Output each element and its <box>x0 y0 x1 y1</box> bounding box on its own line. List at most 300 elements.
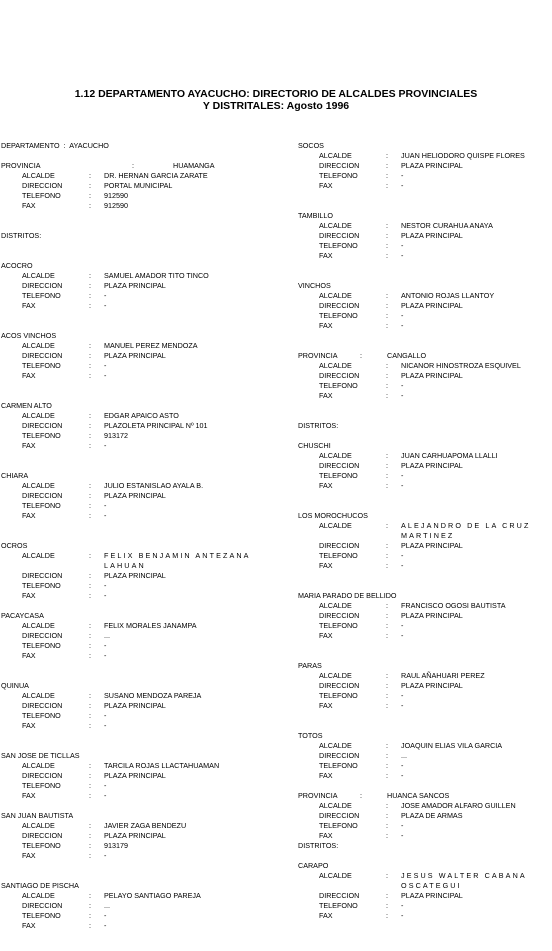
field-label: FAX <box>319 701 333 710</box>
field-row <box>1 551 271 571</box>
field-label: FAX <box>319 481 333 490</box>
field-row <box>298 751 548 761</box>
provincia-value: HUAMANGA <box>173 161 215 170</box>
colon: : <box>89 421 91 430</box>
colon: : <box>89 621 91 630</box>
field-row <box>1 341 271 351</box>
district-name: MARIA PARADO DE BELLIDO <box>298 591 397 600</box>
field-label: DIRECCION <box>22 571 63 580</box>
colon: : <box>89 191 91 200</box>
field-label: DIRECCION <box>22 281 63 290</box>
field-value: - <box>104 641 107 650</box>
field-label: DIRECCION <box>319 891 360 900</box>
field-label: FAX <box>22 591 36 600</box>
colon: : <box>63 141 66 150</box>
field-label: TELEFONO <box>22 841 61 850</box>
field-label: DIRECCION <box>319 161 360 170</box>
field-row <box>1 171 271 181</box>
field-label: ALCALDE <box>319 221 352 230</box>
field-value: PLAZA PRINCIPAL <box>401 611 463 620</box>
provincia-value: HUANCA SANCOS <box>387 791 450 800</box>
field-row <box>298 601 548 611</box>
colon: : <box>386 671 388 680</box>
field-label: TELEFONO <box>22 501 61 510</box>
field-row <box>1 181 271 191</box>
field-row <box>298 181 548 191</box>
field-label: DIRECCION <box>319 751 360 760</box>
field-label: TELEFONO <box>319 621 358 630</box>
district-name: OCROS <box>1 541 28 550</box>
field-label: ALCALDE <box>22 761 55 770</box>
colon: : <box>89 411 91 420</box>
colon: : <box>89 911 91 920</box>
colon: : <box>386 231 388 240</box>
colon: : <box>386 611 388 620</box>
field-label: ALCALDE <box>319 291 352 300</box>
field-row <box>298 701 548 711</box>
field-value: 912590 <box>104 191 128 200</box>
field-label: ALCALDE <box>319 601 352 610</box>
district-name: ACOCRO <box>1 261 33 270</box>
colon: : <box>386 901 388 910</box>
field-value: ... <box>104 901 110 910</box>
provincia-header <box>298 351 548 361</box>
field-value: TARCILA ROJAS LLACTAHUAMAN <box>104 761 220 770</box>
colon: : <box>386 551 388 560</box>
field-value: - <box>401 911 404 920</box>
field-value: JULIO ESTANISLAO AYALA B. <box>104 481 204 490</box>
title-line-2: Y DISTRITALES: Agosto 1996 <box>202 100 350 112</box>
field-label: ALCALDE <box>22 691 55 700</box>
field-value: - <box>401 621 404 630</box>
field-value: EDGAR APAICO ASTO <box>104 411 179 420</box>
district-block <box>298 731 548 781</box>
field-row <box>1 711 271 721</box>
field-row <box>1 701 271 711</box>
field-row <box>1 911 271 921</box>
colon: : <box>386 291 388 300</box>
field-label: ALCALDE <box>319 451 352 460</box>
colon: : <box>386 251 388 260</box>
field-row <box>1 841 271 851</box>
district-block <box>1 541 271 601</box>
colon: : <box>386 821 388 830</box>
field-value: PLAZA PRINCIPAL <box>104 831 166 840</box>
field-row <box>1 431 271 441</box>
field-value: JAVIER ZAGA BENDEZU <box>104 821 187 830</box>
field-value: - <box>104 851 107 860</box>
field-label: FAX <box>319 831 333 840</box>
field-value: - <box>104 291 107 300</box>
provincia-header <box>298 791 548 801</box>
colon: : <box>386 751 388 760</box>
colon: : <box>386 171 388 180</box>
field-value: - <box>104 301 107 310</box>
field-label: TELEFONO <box>22 711 61 720</box>
field-value: - <box>401 561 404 570</box>
field-value: PLAZA PRINCIPAL <box>104 351 166 360</box>
district-block <box>298 211 548 261</box>
field-value: JOSE AMADOR ALFARO GUILLEN <box>401 801 516 810</box>
field-value: - <box>104 441 107 450</box>
field-row <box>298 381 548 391</box>
distritos-label: DISTRITOS: <box>298 841 339 850</box>
district-name: SANTIAGO DE PISCHA <box>1 881 79 890</box>
field-row <box>1 891 271 901</box>
provincia-block <box>298 351 548 401</box>
colon: : <box>89 651 91 660</box>
field-row <box>1 201 271 211</box>
colon: : <box>386 601 388 610</box>
colon: : <box>386 681 388 690</box>
field-row <box>1 651 271 661</box>
field-value: SUSANO MENDOZA PAREJA <box>104 691 202 700</box>
colon: : <box>386 371 388 380</box>
field-value: PLAZA PRINCIPAL <box>104 771 166 780</box>
field-value: PLAZA PRINCIPAL <box>104 571 166 580</box>
field-row <box>298 301 548 311</box>
field-value: PLAZA PRINCIPAL <box>401 371 463 380</box>
field-row <box>298 911 548 921</box>
district-block <box>1 811 271 861</box>
field-value: - <box>401 241 404 250</box>
field-value: - <box>401 901 404 910</box>
field-row <box>1 481 271 491</box>
field-value: FELIX BENJAMIN ANTEZANA LAHUAN <box>104 551 251 570</box>
colon: : <box>386 461 388 470</box>
field-row <box>298 231 548 241</box>
district-name: SAN JUAN BAUTISTA <box>1 811 74 820</box>
colon: : <box>89 691 91 700</box>
colon: : <box>89 371 91 380</box>
field-value: PLAZOLETA PRINCIPAL Nº 101 <box>104 421 208 430</box>
field-label: ALCALDE <box>22 271 55 280</box>
field-value: PLAZA PRINCIPAL <box>104 491 166 500</box>
field-label: DIRECCION <box>22 491 63 500</box>
field-value: - <box>104 721 107 730</box>
provincia-block <box>298 791 548 841</box>
field-row <box>1 441 271 451</box>
colon: : <box>386 801 388 810</box>
field-value: 912590 <box>104 201 128 210</box>
district-name: VINCHOS <box>298 281 331 290</box>
field-value: RAUL AÑAHUARI PEREZ <box>401 671 485 680</box>
field-label: DIRECCION <box>22 771 63 780</box>
colon: : <box>89 711 91 720</box>
departamento-header <box>1 141 271 151</box>
field-row <box>298 621 548 631</box>
field-label: TELEFONO <box>319 551 358 560</box>
colon: : <box>89 171 91 180</box>
field-row <box>1 791 271 801</box>
district-name: PARAS <box>298 661 322 670</box>
field-label: FAX <box>319 911 333 920</box>
field-label: DIRECCION <box>319 371 360 380</box>
district-block <box>1 401 271 451</box>
field-label: TELEFONO <box>319 241 358 250</box>
field-label: TELEFONO <box>22 641 61 650</box>
left-districts <box>1 261 271 931</box>
field-row <box>1 411 271 421</box>
field-value: - <box>104 921 107 930</box>
colon: : <box>89 901 91 910</box>
field-row <box>1 821 271 831</box>
field-row <box>298 801 548 811</box>
field-label: FAX <box>22 201 36 210</box>
provincia-header <box>1 161 271 171</box>
field-row <box>298 691 548 701</box>
field-value: - <box>401 391 404 400</box>
departamento-value: AYACUCHO <box>69 141 109 150</box>
provincia-label: PROVINCIA <box>298 791 338 800</box>
field-value: NICANOR HINOSTROZA ESQUIVEL <box>401 361 521 370</box>
provincia-label: PROVINCIA <box>1 161 41 170</box>
field-row <box>298 291 548 301</box>
field-value: - <box>401 321 404 330</box>
document-title <box>0 88 552 112</box>
field-value: - <box>401 691 404 700</box>
district-name: CHUSCHI <box>298 441 331 450</box>
field-row <box>298 671 548 681</box>
field-value: JUAN HELIODORO QUISPE FLORES <box>401 151 525 160</box>
field-row <box>298 311 548 321</box>
field-value: DR. HERNAN GARCIA ZARATE <box>104 171 208 180</box>
district-name: TOTOS <box>298 731 323 740</box>
field-value: - <box>104 511 107 520</box>
colon: : <box>386 181 388 190</box>
colon: : <box>89 831 91 840</box>
right-column <box>298 141 548 921</box>
field-row <box>298 481 548 491</box>
field-label: ALCALDE <box>22 171 55 180</box>
colon: : <box>89 641 91 650</box>
field-value: PLAZA PRINCIPAL <box>104 281 166 290</box>
district-block <box>1 331 271 381</box>
colon: : <box>386 701 388 710</box>
colon: : <box>386 621 388 630</box>
departamento-label: DEPARTAMENTO <box>1 141 60 150</box>
colon: : <box>89 361 91 370</box>
field-value: - <box>104 581 107 590</box>
district-block <box>1 881 271 931</box>
field-value: - <box>401 471 404 480</box>
colon: : <box>386 241 388 250</box>
district-name: CARAPO <box>298 861 329 870</box>
field-row <box>298 821 548 831</box>
field-value: NESTOR CURAHUA ANAYA <box>401 221 493 230</box>
field-row <box>298 371 548 381</box>
field-row <box>298 551 548 561</box>
district-name: TAMBILLO <box>298 211 334 220</box>
district-name: CHIARA <box>1 471 29 480</box>
field-value: - <box>401 481 404 490</box>
colon: : <box>89 921 91 930</box>
field-label: FAX <box>22 721 36 730</box>
field-label: FAX <box>319 561 333 570</box>
field-row <box>1 501 271 511</box>
district-name: CARMEN ALTO <box>1 401 52 410</box>
district-block <box>298 861 548 921</box>
field-label: ALCALDE <box>319 151 352 160</box>
field-label: FAX <box>22 921 36 930</box>
district-name: QUINUA <box>1 681 29 690</box>
field-label: ALCALDE <box>22 891 55 900</box>
field-label: FAX <box>319 251 333 260</box>
field-row <box>1 351 271 361</box>
field-row <box>298 761 548 771</box>
field-row <box>298 461 548 471</box>
colon: : <box>89 571 91 580</box>
field-row <box>1 271 271 281</box>
field-row <box>298 521 548 541</box>
field-row <box>1 571 271 581</box>
field-row <box>1 901 271 911</box>
colon: : <box>89 281 91 290</box>
field-value: - <box>104 591 107 600</box>
colon: : <box>386 541 388 550</box>
field-label: FAX <box>22 791 36 800</box>
field-value: - <box>401 551 404 560</box>
field-value: JOAQUIN ELIAS VILA GARCIA <box>401 741 503 750</box>
field-value: - <box>104 651 107 660</box>
district-block <box>1 611 271 661</box>
district-block <box>298 441 548 491</box>
field-value: PLAZA PRINCIPAL <box>401 891 463 900</box>
field-row <box>1 191 271 201</box>
field-label: TELEFONO <box>22 911 61 920</box>
field-row <box>298 901 548 911</box>
colon: : <box>386 691 388 700</box>
field-label: TELEFONO <box>319 761 358 770</box>
field-value: MANUEL PEREZ MENDOZA <box>104 341 198 350</box>
field-row <box>1 591 271 601</box>
colon: : <box>132 161 134 170</box>
field-row <box>1 631 271 641</box>
field-value: PELAYO SANTIAGO PAREJA <box>104 891 201 900</box>
colon: : <box>386 831 388 840</box>
field-row <box>1 581 271 591</box>
colon: : <box>89 851 91 860</box>
field-row <box>1 621 271 631</box>
colon: : <box>89 701 91 710</box>
field-value: PLAZA PRINCIPAL <box>104 701 166 710</box>
field-row <box>298 321 548 331</box>
field-label: DIRECCION <box>22 421 63 430</box>
field-label: DIRECCION <box>22 181 63 190</box>
field-value: - <box>104 791 107 800</box>
field-label: ALCALDE <box>319 871 352 880</box>
colon: : <box>360 791 362 800</box>
field-row <box>298 611 548 621</box>
colon: : <box>89 501 91 510</box>
district-name: PACAYCASA <box>1 611 44 620</box>
field-row <box>1 511 271 521</box>
field-label: TELEFONO <box>319 821 358 830</box>
field-row <box>298 251 548 261</box>
provincia-value: CANGALLO <box>387 351 427 360</box>
title-line-1: 1.12 DEPARTAMENTO AYACUCHO: DIRECTORIO DE ALCALDES PROVINCIALES <box>74 88 478 100</box>
field-row <box>1 781 271 791</box>
field-row <box>298 681 548 691</box>
field-row <box>1 641 271 651</box>
field-value: - <box>104 711 107 720</box>
field-label: FAX <box>319 771 333 780</box>
colon: : <box>386 321 388 330</box>
colon: : <box>386 471 388 480</box>
field-value: 913179 <box>104 841 128 850</box>
district-block <box>1 751 271 801</box>
colon: : <box>386 451 388 460</box>
district-name: ACOS VINCHOS <box>1 331 57 340</box>
field-row <box>1 291 271 301</box>
field-row <box>298 471 548 481</box>
field-value: - <box>401 181 404 190</box>
colon: : <box>89 201 91 210</box>
field-row <box>298 831 548 841</box>
colon: : <box>89 591 91 600</box>
field-row <box>1 691 271 701</box>
colon: : <box>89 771 91 780</box>
field-label: TELEFONO <box>319 381 358 390</box>
district-block <box>298 591 548 641</box>
colon: : <box>386 811 388 820</box>
field-value: PLAZA PRINCIPAL <box>401 161 463 170</box>
colon: : <box>89 551 91 560</box>
field-value: - <box>104 501 107 510</box>
field-row <box>298 171 548 181</box>
field-value: SAMUEL AMADOR TITO TINCO <box>104 271 209 280</box>
field-label: FAX <box>319 321 333 330</box>
district-name: LOS MOROCHUCOS <box>298 511 368 520</box>
field-value: ... <box>401 751 407 760</box>
field-label: DIRECCION <box>319 301 360 310</box>
colon: : <box>89 301 91 310</box>
colon: : <box>386 911 388 920</box>
colon: : <box>386 301 388 310</box>
field-label: DIRECCION <box>22 901 63 910</box>
colon: : <box>386 891 388 900</box>
field-label: FAX <box>319 391 333 400</box>
field-value: JESUS WALTER CABANA OSCATEGUI <box>401 871 527 890</box>
district-block <box>298 511 548 571</box>
field-value: - <box>401 701 404 710</box>
field-label: ALCALDE <box>319 671 352 680</box>
district-block <box>1 261 271 311</box>
field-row <box>1 361 271 371</box>
field-label: TELEFONO <box>22 191 61 200</box>
field-label: DIRECCION <box>319 461 360 470</box>
field-label: FAX <box>22 511 36 520</box>
field-row <box>1 831 271 841</box>
field-label: TELEFONO <box>319 691 358 700</box>
colon: : <box>89 891 91 900</box>
field-label: ALCALDE <box>22 481 55 490</box>
field-label: FAX <box>22 441 36 450</box>
field-label: DIRECCION <box>22 831 63 840</box>
field-label: ALCALDE <box>22 341 55 350</box>
field-label: ALCALDE <box>319 361 352 370</box>
colon: : <box>89 631 91 640</box>
field-label: DIRECCION <box>319 611 360 620</box>
field-value: - <box>401 821 404 830</box>
colon: : <box>89 761 91 770</box>
colon: : <box>386 741 388 750</box>
field-label: TELEFONO <box>22 781 61 790</box>
provincia-fields <box>1 171 271 211</box>
colon: : <box>89 181 91 190</box>
field-value: PLAZA PRINCIPAL <box>401 231 463 240</box>
field-row <box>298 161 548 171</box>
